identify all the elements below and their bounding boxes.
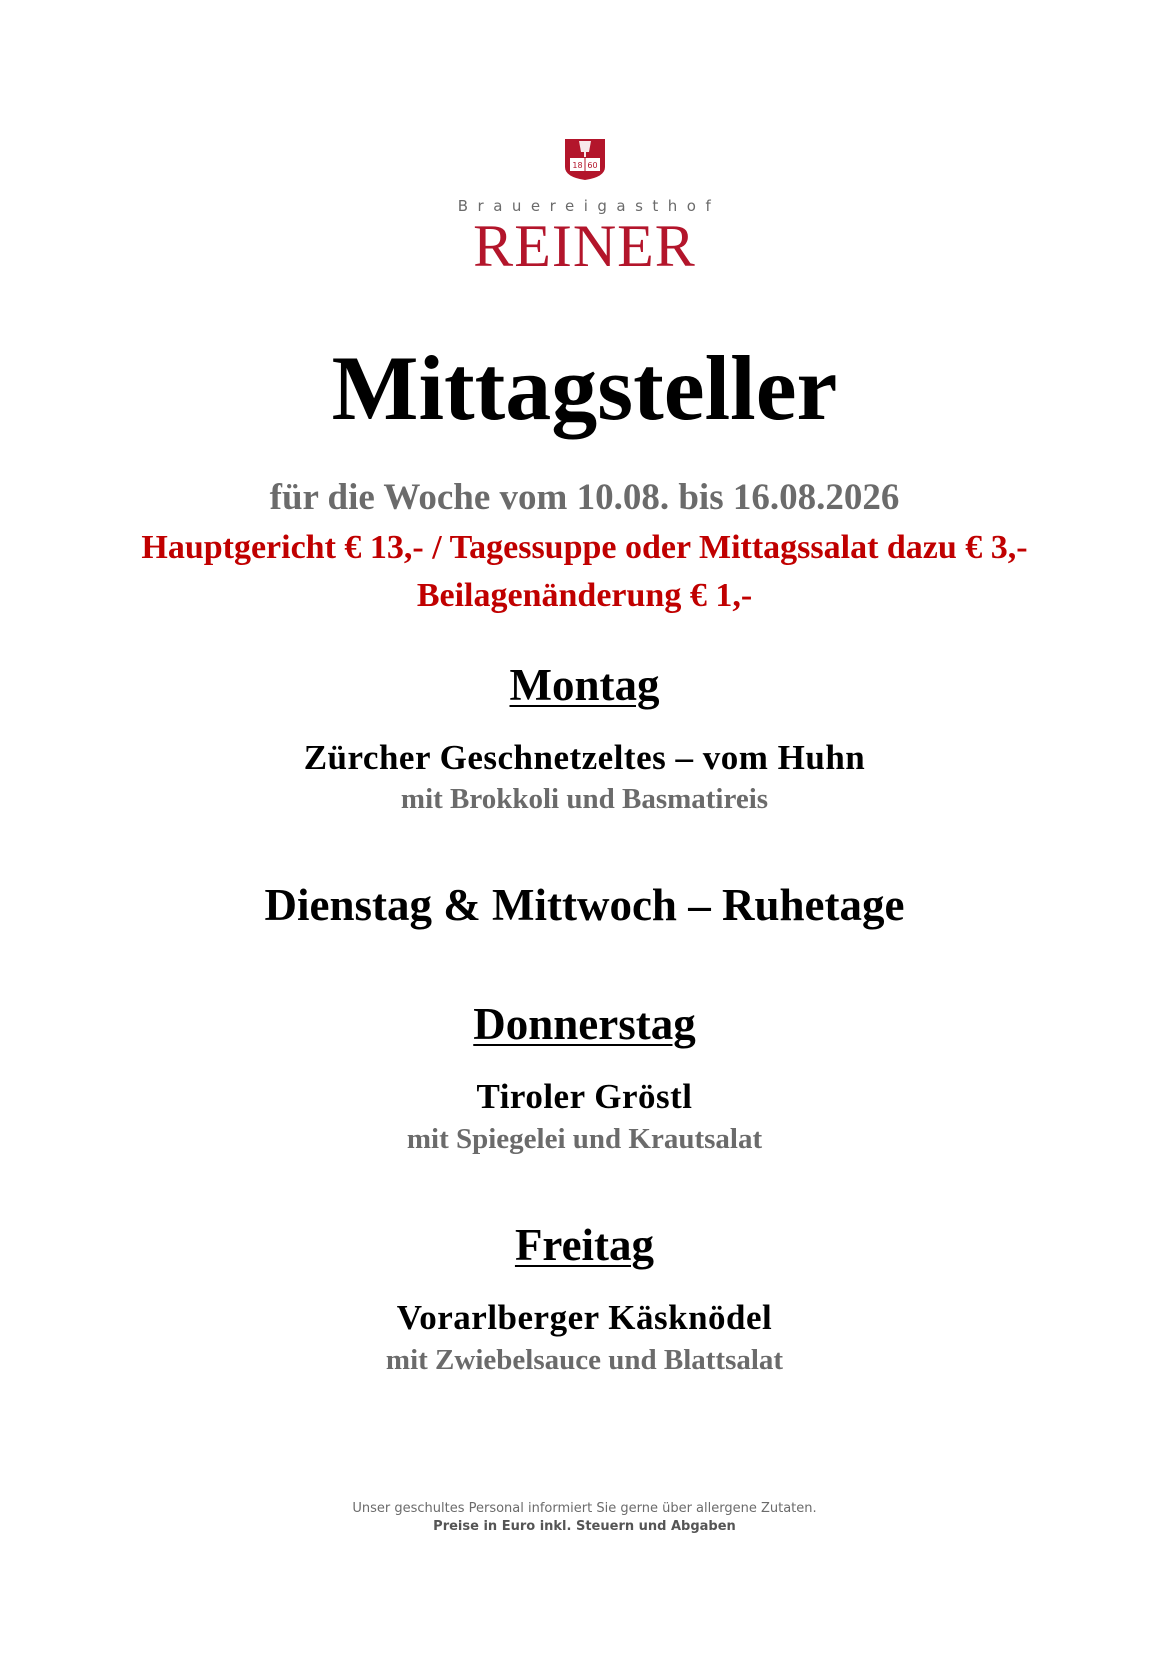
side-freitag: mit Zwiebelsauce und Blattsalat [385,1344,784,1376]
side-donnerstag: mit Spiegelei und Krautsalat [406,1123,763,1155]
day-heading-donnerstag: Donnerstag [473,999,696,1049]
crest-year-right: 60 [586,161,598,170]
crest-icon [563,137,607,181]
crest-year-left: 18 [571,161,583,170]
brand-subtitle: Brauereigasthof [457,197,721,215]
dish-donnerstag: Tiroler Gröstl [476,1077,693,1116]
dish-montag: Zürcher Geschnetzeltes – vom Huhn [303,738,866,777]
price-note: Preise in Euro inkl. Steuern und Abgaben [433,1519,736,1534]
price-side-change: Beilagenänderung € 1,- [416,577,753,614]
week-range: für die Woche vom 10.08. bis 16.08.2026 [269,477,900,518]
footer [0,1500,1169,1536]
allergen-note: Unser geschultes Personal informiert Sie gerne über allergene Zutaten. [352,1501,817,1516]
side-montag: mit Brokkoli und Basmatireis [400,783,769,815]
restaurant-logo [0,137,1169,277]
day-heading-freitag: Freitag [514,1220,655,1270]
page-title: Mittagsteller [331,337,838,439]
closed-days: Dienstag & Mittwoch – Ruhetage [264,880,905,930]
dish-freitag: Vorarlberger Käsknödel [396,1298,773,1337]
price-main: Hauptgericht € 13,- / Tagessuppe oder Mittagssalat dazu € 3,- [141,529,1028,566]
brand-name: REINER [473,213,696,279]
day-heading-montag: Montag [509,660,660,710]
